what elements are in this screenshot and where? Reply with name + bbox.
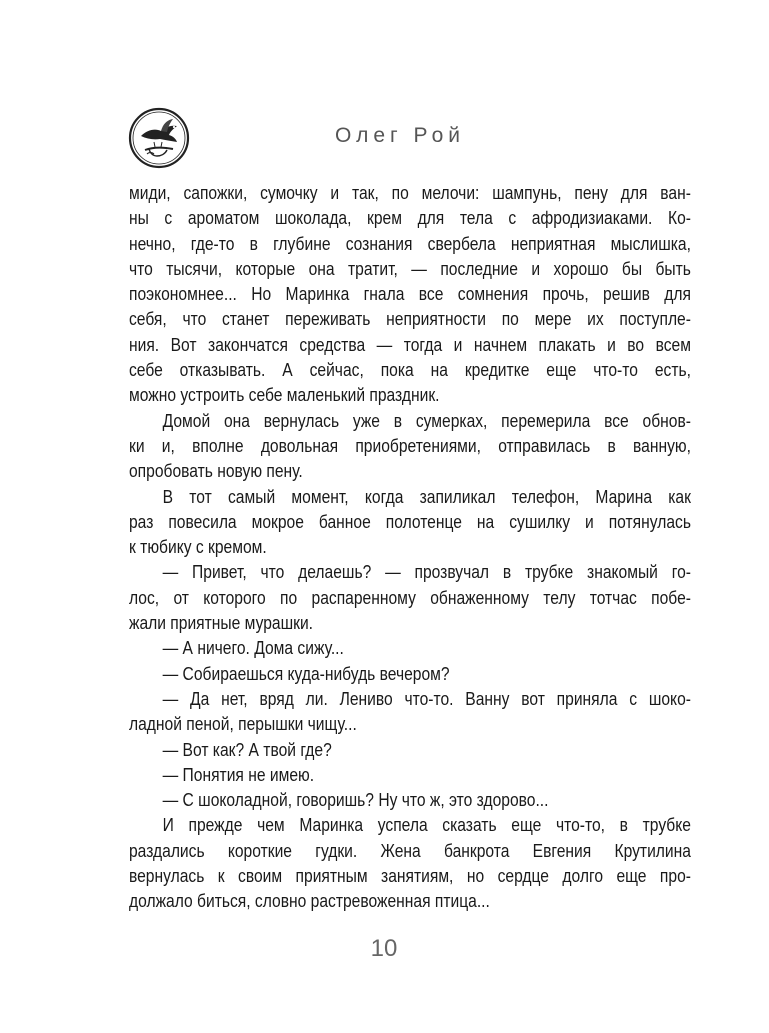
text-line: ладной пеной, перышки чищу... — [129, 713, 357, 735]
text-line: — С шоколадной, говоришь? Ну что ж, это здорово... — [162, 789, 549, 811]
text-line: себе отказывать. А сейчас, пока на кредитке еще что-то есть, — [129, 359, 691, 381]
text-line: должало биться, словно растревоженная птица... — [129, 890, 490, 912]
text-line: — А ничего. Дома сижу... — [162, 637, 344, 659]
text-line: поэкономнее... Но Маринка гнала все сомнения прочь, решив для — [129, 283, 691, 305]
text-line: лос, от которого по распаренному обнаженному телу тотчас побе- — [129, 586, 691, 608]
text-line: раздались короткие гудки. Жена банкрота Евгения Крутилина — [129, 839, 691, 861]
text-line: ния. Вот закончатся средства — тогда и начнем плакать и во всем — [129, 333, 691, 355]
text-line: ны с ароматом шоколада, крем для тела с афродизиаками. Ко- — [129, 207, 691, 229]
running-head-author: Олег Рой — [334, 124, 466, 147]
text-line: — Да нет, вряд ли. Лениво что-то. Ванну вот приняла с шоко- — [162, 687, 691, 709]
text-line: раз повесила мокрое банное полотенце на сушилку и потянулась — [129, 510, 691, 532]
text-line: себя, что станет переживать неприятности по мере их поступле- — [129, 308, 691, 330]
text-line: Домой она вернулась уже в сумерках, перемерила все обнов- — [162, 409, 691, 431]
text-line: — Привет, что делаешь? — прозвучал в трубке знакомый го- — [162, 561, 691, 583]
text-line: — Вот как? А твой где? — [162, 738, 332, 760]
body-text — [129, 180, 691, 914]
text-line: И прежде чем Маринка успела сказать еще что-то, в трубке — [162, 814, 691, 836]
text-line: что тысячи, которые она тратит, — последние и хорошо бы быть — [129, 257, 691, 279]
bird-on-branch-emblem-icon — [127, 106, 191, 170]
text-line: — Собираешься куда-нибудь вечером? — [162, 662, 450, 684]
text-line: ки и, вполне довольная приобретениями, отправилась в ванную, — [129, 434, 691, 456]
text-line: нечно, где-то в глубине сознания свербела неприятная мыслишка, — [129, 232, 691, 254]
text-line: В тот самый момент, когда запиликал телефон, Марина как — [162, 485, 691, 507]
page-number: 10 — [370, 935, 398, 962]
text-line: жали приятные мурашки. — [129, 612, 314, 634]
text-line: миди, сапожки, сумочку и так, по мелочи: шампунь, пену для ван- — [129, 182, 691, 203]
text-line: к тюбику с кремом. — [129, 536, 267, 558]
text-line: — Понятия не имею. — [162, 763, 315, 785]
text-line: опробовать новую пену. — [129, 460, 303, 482]
text-line: можно устроить себе маленький праздник. — [129, 384, 440, 406]
text-line: вернулась к своим приятным занятиям, но сердце долго еще про- — [129, 865, 691, 887]
